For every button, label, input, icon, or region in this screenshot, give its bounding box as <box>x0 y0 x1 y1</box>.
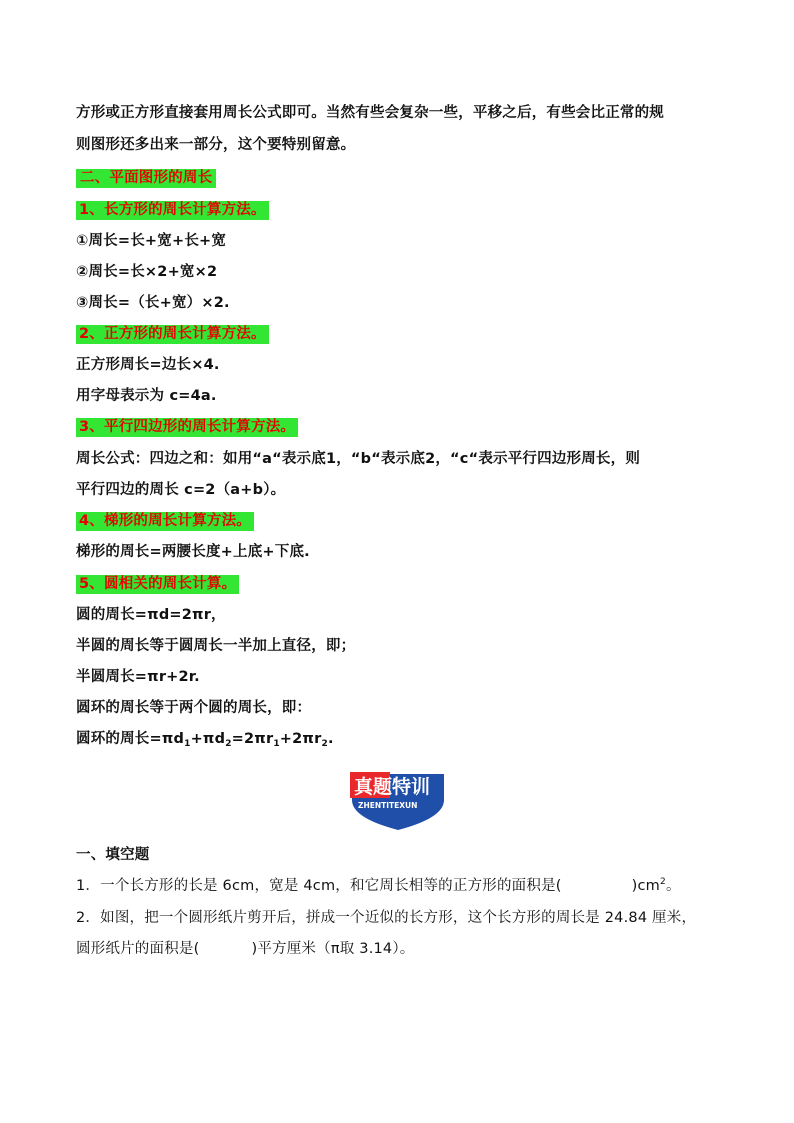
section-heading <box>76 166 216 187</box>
q1-text-b: )cm <box>631 878 661 894</box>
question-2-line-2 <box>76 937 415 958</box>
circle-formula-1: 圆的周长=πd=2πr， <box>76 607 226 623</box>
q2-text-b: )平方厘米（π取 3.14）。 <box>251 941 415 957</box>
square-formula-2: 用字母表示为 c=4a. <box>76 388 217 404</box>
trapezoid-heading <box>76 509 254 530</box>
question-2-line-1: 2．如图，把一个圆形纸片剪开后，拼成一个近似的长方形，这个长方形的周长是 24.84 厘米， <box>76 910 697 926</box>
circle-title: 5、圆相关的周长计算。 <box>76 575 239 594</box>
q1-text-a: 1．一个长方形的长是 6cm，宽是 4cm，和它周长相等的正方形的面积是( <box>76 878 562 894</box>
parallelogram-heading <box>76 415 298 436</box>
logo-sub-text: ZHENTITEXUN <box>358 801 418 810</box>
rect-heading <box>76 198 269 219</box>
circle-formula-3: 半圆周长=πr+2r. <box>76 669 200 685</box>
circle-formula-2: 半圆的周长等于圆周长一半加上直径，即； <box>76 638 356 654</box>
intro-line-1: 方形或正方形直接套用周长公式即可。当然有些会复杂一些，平移之后，有些会比正常的规 <box>76 105 664 121</box>
rect-title: 1、长方形的周长计算方法。 <box>76 201 269 220</box>
ring-text-e: . <box>327 731 334 747</box>
square-heading <box>76 322 269 343</box>
square-formula-1: 正方形周长=边长×4. <box>76 357 220 373</box>
q1-text-c: 。 <box>665 878 681 894</box>
intro-line-2: 则图形还多出来一部分，这个要特别留意。 <box>76 137 356 153</box>
ring-text-d: +2πr <box>279 731 322 747</box>
ring-sub-3: 1 <box>273 739 280 749</box>
ring-text-b: +πd <box>190 731 226 747</box>
rect-formula-2: ②周长=长×2+宽×2 <box>76 264 218 280</box>
trapezoid-formula-1: 梯形的周长=两腰长度+上底+下底. <box>76 544 310 560</box>
ring-text-a: 圆环的周长=πd <box>76 731 185 747</box>
ring-sub-4: 2 <box>321 739 328 749</box>
section-title: 二、平面图形的周长 <box>76 169 216 188</box>
ring-sub-2: 2 <box>225 739 232 749</box>
rect-formula-1: ①周长=长+宽+长+宽 <box>76 233 227 249</box>
circle-formula-4: 圆环的周长等于两个圆的周长，即： <box>76 700 312 716</box>
circle-formula-5 <box>76 727 334 748</box>
ring-text-c: =2πr <box>231 731 274 747</box>
ring-sub-1: 1 <box>184 739 191 749</box>
rect-formula-3: ③周长=（长+宽）×2. <box>76 295 230 311</box>
circle-heading <box>76 572 239 593</box>
parallelogram-formula-2: 平行四边的周长 c=2（a+b）。 <box>76 482 286 498</box>
logo-main-text: 真题特训 <box>354 776 431 798</box>
parallelogram-title: 3、平行四边形的周长计算方法。 <box>76 418 298 437</box>
parallelogram-formula-1: 周长公式：四边之和：如用“a“表示底1，“b“表示底2，“c“表示平行四边形周长，则 <box>76 451 641 467</box>
exercise-title: 一、填空题 <box>76 847 150 863</box>
q1-sup: 2 <box>660 877 666 887</box>
square-title: 2、正方形的周长计算方法。 <box>76 325 269 344</box>
trapezoid-title: 4、梯形的周长计算方法。 <box>76 512 254 531</box>
zhentitexun-logo <box>344 760 452 832</box>
q2-text-a: 圆形纸片的面积是( <box>76 941 200 957</box>
question-1 <box>76 874 681 895</box>
